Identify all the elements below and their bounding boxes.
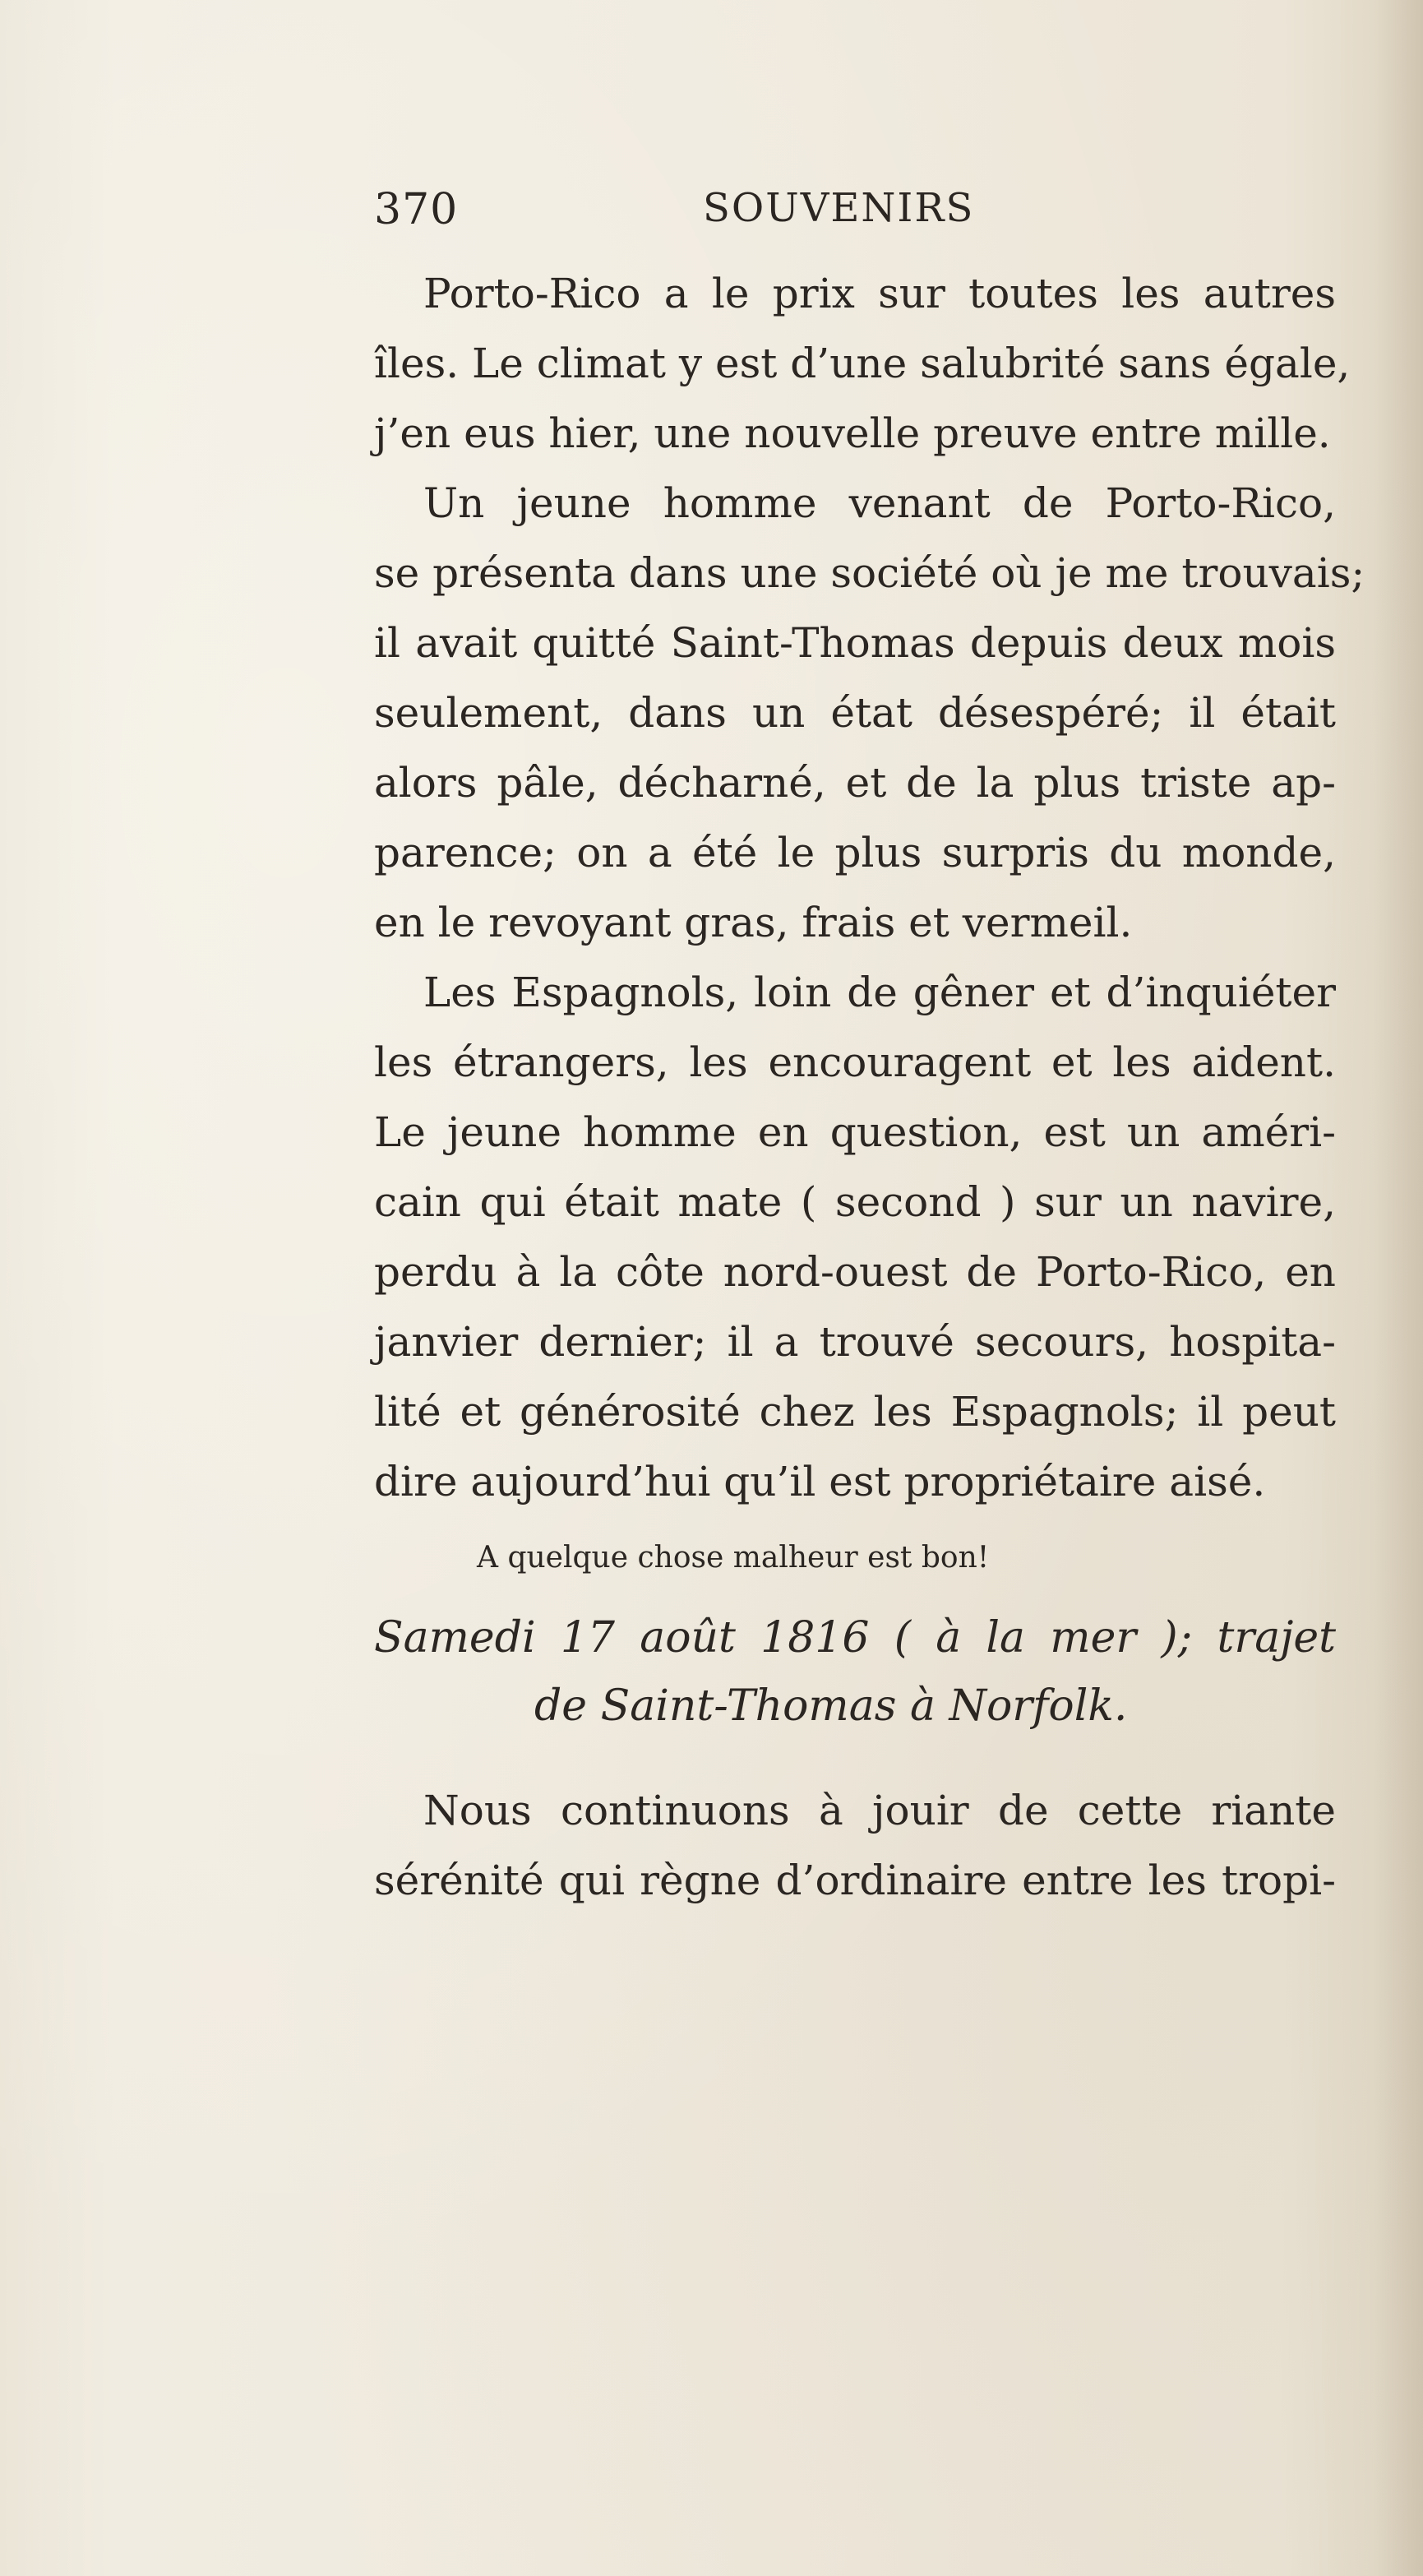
text-line: dire aujourd’hui qu’il est propriétaire aisé. <box>374 1458 1266 1505</box>
text-line: alors pâle, décharné, et de la plus triste ap- <box>374 759 1336 807</box>
page-number: 370 <box>374 185 459 234</box>
text-line: îles. Le climat y est d’une salubrité sans égale, <box>374 340 1351 387</box>
text-line: les étrangers, les encouragent et les aident. <box>374 1038 1336 1086</box>
text-line: cain qui était mate ( second ) sur un navire, <box>374 1178 1336 1226</box>
entry-heading: Samedi 17 août 1816 ( à la mer ); trajet <box>374 1613 1336 1663</box>
text-line: janvier dernier; il a trouvé secours, hospita- <box>374 1318 1336 1366</box>
text-block <box>374 169 1365 1916</box>
page-gutter-shadow <box>1374 0 1423 2576</box>
text-line: j’en eus hier, une nouvelle preuve entre mille. <box>374 409 1331 457</box>
text-line: Le jeune homme en question, est un améri- <box>374 1108 1336 1156</box>
text-line: Nous continuons à jouir de cette riante <box>423 1787 1336 1834</box>
spacer <box>374 1755 1336 1776</box>
text-line: parence; on a été le plus surpris du monde, <box>374 829 1336 876</box>
text-line: Porto-Rico a le prix sur toutes les autres <box>423 270 1336 317</box>
entry-heading-continued: de Saint-Thomas à Norfolk. <box>534 1681 1128 1731</box>
text-line: seulement, dans un état désespéré; il était <box>374 689 1336 737</box>
text-line: il avait quitté Saint-Thomas depuis deux mois <box>374 619 1336 667</box>
text-line: Les Espagnols, loin de gêner et d’inquiéter <box>423 969 1336 1016</box>
text-line: en le revoyant gras, frais et vermeil. <box>374 899 1133 946</box>
text-line: Un jeune homme venant de Porto-Rico, <box>423 479 1336 527</box>
running-head: SOUVENIRS <box>703 185 975 231</box>
page-header <box>374 169 1336 259</box>
text-line: lité et générosité chez les Espagnols; il peut <box>374 1388 1336 1436</box>
text-line: se présenta dans une société où je me trouvais; <box>374 549 1365 597</box>
text-line: sérénité qui règne d’ordinaire entre les tropi- <box>374 1857 1336 1904</box>
proverb: A quelque chose malheur est bon! <box>477 1541 990 1575</box>
text-line: perdu à la côte nord-ouest de Porto-Rico, en <box>374 1248 1336 1296</box>
